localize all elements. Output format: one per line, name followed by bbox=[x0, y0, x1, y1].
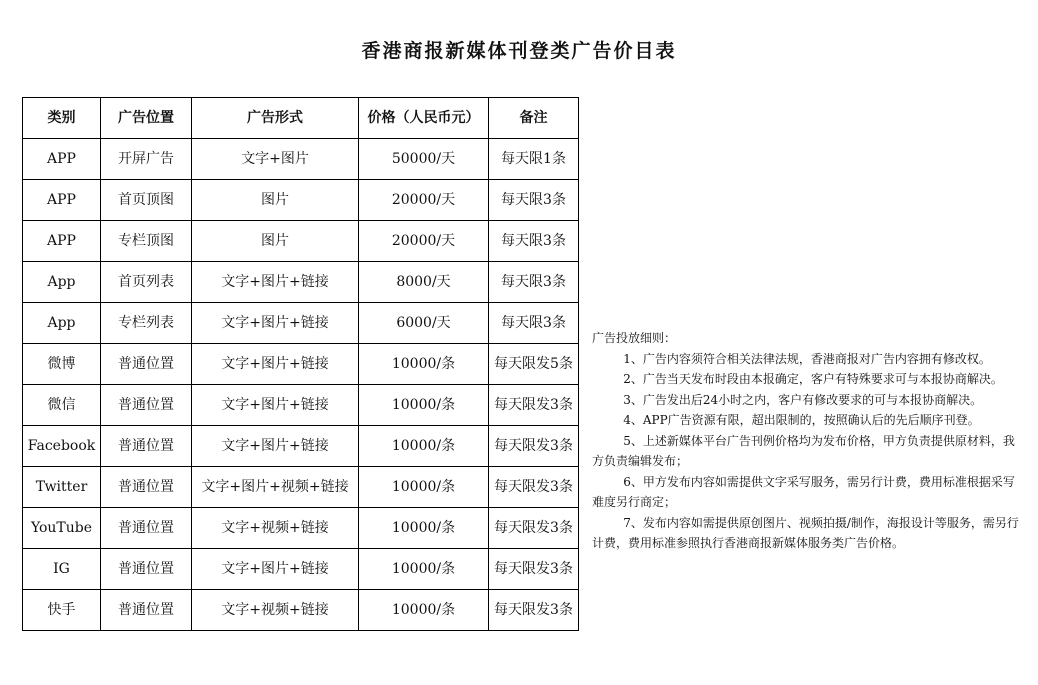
header-price: 价格（人民币元） bbox=[359, 98, 489, 139]
table-row bbox=[23, 385, 579, 426]
table-row bbox=[23, 303, 579, 344]
cell-category: APP bbox=[23, 180, 101, 221]
cell-position: 开屏广告 bbox=[101, 139, 192, 180]
table-row bbox=[23, 467, 579, 508]
table-header-row bbox=[23, 98, 579, 139]
cell-form: 图片 bbox=[192, 221, 359, 262]
cell-note: 每天限3条 bbox=[489, 303, 579, 344]
cell-category: 快手 bbox=[23, 590, 101, 631]
cell-form: 文字+图片 bbox=[192, 139, 359, 180]
table-row bbox=[23, 221, 579, 262]
cell-price: 10000/条 bbox=[359, 426, 489, 467]
cell-price: 50000/天 bbox=[359, 139, 489, 180]
cell-note: 每天限3条 bbox=[489, 180, 579, 221]
table-row bbox=[23, 139, 579, 180]
cell-form: 文字+图片+视频+链接 bbox=[192, 467, 359, 508]
table-row bbox=[23, 180, 579, 221]
cell-note: 每天限发3条 bbox=[489, 426, 579, 467]
ad-rule-item: 2、广告当天发布时段由本报确定，客户有特殊要求可与本报协商解决。 bbox=[623, 372, 1003, 386]
cell-price: 20000/天 bbox=[359, 180, 489, 221]
cell-price: 10000/条 bbox=[359, 508, 489, 549]
cell-position: 普通位置 bbox=[101, 426, 192, 467]
table-row bbox=[23, 590, 579, 631]
cell-note: 每天限3条 bbox=[489, 221, 579, 262]
table-row bbox=[23, 508, 579, 549]
cell-category: Twitter bbox=[23, 467, 101, 508]
cell-position: 首页列表 bbox=[101, 262, 192, 303]
cell-note: 每天限发3条 bbox=[489, 385, 579, 426]
cell-category: 微博 bbox=[23, 344, 101, 385]
cell-form: 文字+视频+链接 bbox=[192, 508, 359, 549]
cell-form: 文字+图片+链接 bbox=[192, 262, 359, 303]
cell-note: 每天限1条 bbox=[489, 139, 579, 180]
cell-note: 每天限发3条 bbox=[489, 508, 579, 549]
header-position: 广告位置 bbox=[101, 98, 192, 139]
cell-note: 每天限发3条 bbox=[489, 549, 579, 590]
cell-form: 文字+图片+链接 bbox=[192, 385, 359, 426]
table-row bbox=[23, 426, 579, 467]
cell-position: 普通位置 bbox=[101, 385, 192, 426]
page-title: 香港商报新媒体刊登类广告价目表 bbox=[361, 40, 677, 62]
ad-rule-item: 1、广告内容须符合相关法律法规，香港商报对广告内容拥有修改权。 bbox=[623, 351, 991, 366]
cell-position: 普通位置 bbox=[101, 590, 192, 631]
cell-price: 10000/条 bbox=[359, 590, 489, 631]
ad-rule-item: 7、发布内容如需提供原创图片、视频拍摄/制作，海报设计等服务，需另行计费，费用标准参照执行香港商报新媒体服务类广告价格。 bbox=[592, 515, 1019, 550]
cell-form: 文字+图片+链接 bbox=[192, 549, 359, 590]
cell-form: 文字+图片+链接 bbox=[192, 426, 359, 467]
ad-rule-item: 4、APP广告资源有限，超出限制的，按照确认后的先后顺序刊登。 bbox=[623, 413, 980, 427]
cell-position: 普通位置 bbox=[101, 508, 192, 549]
header-category: 类别 bbox=[23, 98, 101, 139]
ad-rules bbox=[592, 328, 1022, 554]
ad-rule-item: 5、上述新媒体平台广告刊例价格均为发布价格，甲方负责提供原材料，我方负责编辑发布； bbox=[592, 433, 1015, 468]
cell-form: 图片 bbox=[192, 180, 359, 221]
cell-category: App bbox=[23, 303, 101, 344]
cell-position: 专栏顶图 bbox=[101, 221, 192, 262]
cell-position: 普通位置 bbox=[101, 467, 192, 508]
cell-price: 10000/条 bbox=[359, 467, 489, 508]
cell-price: 10000/条 bbox=[359, 344, 489, 385]
cell-form: 文字+图片+链接 bbox=[192, 344, 359, 385]
cell-category: YouTube bbox=[23, 508, 101, 549]
cell-note: 每天限3条 bbox=[489, 262, 579, 303]
header-form: 广告形式 bbox=[192, 98, 359, 139]
header-note: 备注 bbox=[489, 98, 579, 139]
cell-category: 微信 bbox=[23, 385, 101, 426]
cell-category: APP bbox=[23, 221, 101, 262]
cell-note: 每天限发3条 bbox=[489, 467, 579, 508]
cell-category: Facebook bbox=[23, 426, 101, 467]
cell-position: 首页顶图 bbox=[101, 180, 192, 221]
ad-rules-heading: 广告投放细则： bbox=[592, 331, 677, 345]
cell-note: 每天限发3条 bbox=[489, 590, 579, 631]
cell-form: 文字+图片+链接 bbox=[192, 303, 359, 344]
cell-price: 8000/天 bbox=[359, 262, 489, 303]
table-row bbox=[23, 262, 579, 303]
cell-category: APP bbox=[23, 139, 101, 180]
cell-position: 普通位置 bbox=[101, 344, 192, 385]
cell-category: App bbox=[23, 262, 101, 303]
ad-rule-item: 3、广告发出后24小时之内，客户有修改要求的可与本报协商解决。 bbox=[623, 392, 983, 407]
cell-position: 专栏列表 bbox=[101, 303, 192, 344]
ad-rule-item: 6、甲方发布内容如需提供文字采写服务，需另行计费，费用标准根据采写难度另行商定； bbox=[592, 474, 1015, 509]
table-row bbox=[23, 549, 579, 590]
cell-form: 文字+视频+链接 bbox=[192, 590, 359, 631]
cell-price: 20000/天 bbox=[359, 221, 489, 262]
cell-price: 6000/天 bbox=[359, 303, 489, 344]
cell-price: 10000/条 bbox=[359, 549, 489, 590]
cell-category: IG bbox=[23, 549, 101, 590]
price-table bbox=[22, 97, 579, 631]
cell-price: 10000/条 bbox=[359, 385, 489, 426]
cell-note: 每天限发5条 bbox=[489, 344, 579, 385]
table-row bbox=[23, 344, 579, 385]
cell-position: 普通位置 bbox=[101, 549, 192, 590]
